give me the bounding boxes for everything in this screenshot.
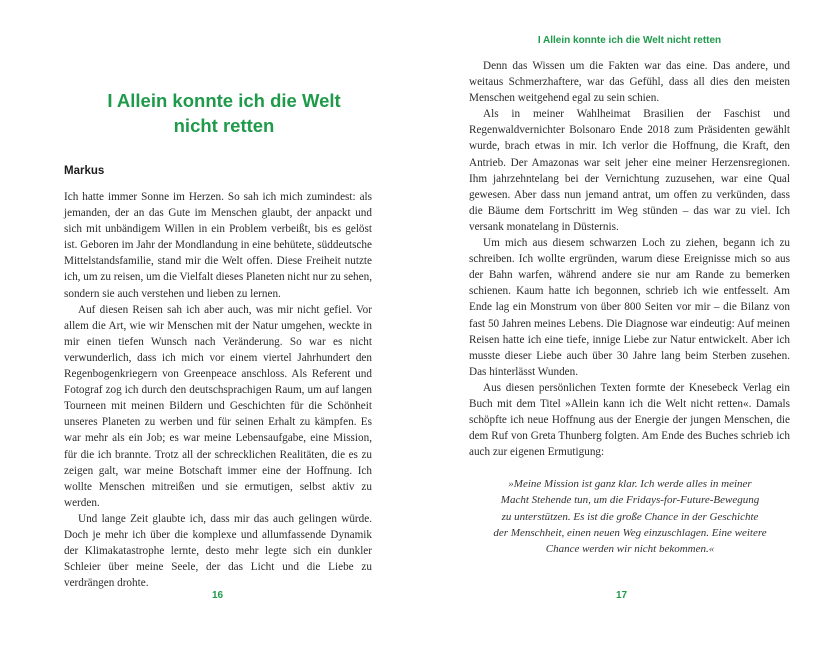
paragraph: Aus diesen persönlichen Texten formte der Knesebeck Verlag ein Buch mit dem Titel »Allein kann ich die Welt nicht retten«. Damals schöpfte ich neue Hoffnung aus der Energie der jungen Menschen, die dem Ruf von Greta Thunberg folgten. Am Ende des Buches schrieb ich auch zur eigenen Ermutigung: bbox=[469, 381, 790, 459]
quote-line: Macht Stehende tun, um die Fridays-for-Future-Bewegung bbox=[500, 494, 760, 507]
left-body-text bbox=[64, 189, 372, 591]
right-page bbox=[420, 0, 839, 648]
quote-line: der Menschheit, einen neuen Weg einzuschlagen. Eine weitere bbox=[493, 526, 767, 539]
chapter-title bbox=[64, 88, 384, 138]
right-body-text bbox=[469, 58, 790, 460]
paragraph: Und lange Zeit glaubte ich, dass mir das auch gelingen würde. Doch je mehr ich über die komplexe und allumfassende Dynamik der Klimakatastrophe lernte, desto mehr legte sich ein dunkler Schleier über meine Seele, der das Licht und die Liebe zu verdrängen drohte. bbox=[64, 512, 372, 590]
quote-line: zu unterstützen. Es ist die große Chance in der Geschichte bbox=[501, 510, 759, 523]
paragraph: Als in meiner Wahlheimat Brasilien der Faschist und Regenwaldvernichter Bolsonaro Ende 2018 zum Präsidenten gewählt wurde, brach etwas in mir. Ich verlor die Hoffnung, die Kraft, den Antrieb. Der Amazonas war seit jeher eine meiner Herzensregionen. Ihm jahrzehntelang bei der Vernichtung zuzusehen, war eine Qual gewesen. Aber dass nun jemand antrat, um offen zu verkünden, dass die Bäume dem Fortschritt im Weg stünden – das war zu viel. Ich versank monatelang in Düsternis. bbox=[469, 108, 790, 233]
chapter-title-line-1: I Allein konnte ich die Welt bbox=[107, 90, 341, 111]
left-page bbox=[0, 0, 419, 648]
paragraph: Denn das Wissen um die Fakten war das eine. Das andere, und weitaus Schmerzhaftere, war das Gefühl, dass all dies den meisten Menschen weitgehend egal zu sein schien. bbox=[469, 60, 790, 105]
quote-line: Chance werden wir nicht bekommen.« bbox=[545, 543, 715, 556]
quote-line: »Meine Mission ist ganz klar. Ich werde alles in meiner bbox=[508, 478, 752, 490]
paragraph: Um mich aus diesem schwarzen Loch zu ziehen, begann ich zu schreiben. Ich wollte ergründen, warum diese Ereignisse mich so aus der Bahn warfen, während andere sie nur am Rande zu bemerken schienen. Kaum hatte ich begonnen, schrieb ich wie entfesselt. Am Ende lag ein Monstrum von über 800 Seiten vor mir – die Bilanz von fast 50 Jahren meines Lebens. Die Diagnose war eindeutig: Auf meinen Reisen hatte ich eine tiefe, innige Liebe zur Natur entwickelt. Aber ich musste dieser Liebe auch über 30 Jahre lang beim Sterben zusehen. Das hinterlässt Wunden. bbox=[469, 237, 790, 378]
section-heading: Markus bbox=[64, 165, 105, 177]
paragraph: Ich hatte immer Sonne im Herzen. So sah ich mich zumindest: als jemanden, der an das Gute im Menschen glaubt, der anpackt und sich mit unbändigem Willen in ein Problem verbeißt, bis es gelöst ist. Geboren im Jahr der Mondlandung in eine behütete, süddeutsche Mittelstandsfamilie, stand mir die Welt offen. Diese Freiheit nutzte ich, um zu reisen, um die Vielfalt dieses Planeten nicht nur zu sehen, sondern sie auch verstehen und lieben zu lernen. bbox=[64, 191, 372, 300]
block-quote bbox=[482, 476, 778, 557]
paragraph: Auf diesen Reisen sah ich aber auch, was mir nicht gefiel. Vor allem die Art, wie wir Menschen mit der Natur umgehen, weckte in mir einen tiefen Wunsch nach Veränderung. So war es nicht verwunderlich, dass ich mich vor einem viertel Jahrhundert den Regenbogenkriegern von Greenpeace anschloss. Als Referent und Fotograf zog ich durch den deutschsprachigen Raum, um auf langen Tourneen mit meinen Bildern und Geschichten für die Schönheit unseres Planeten zu werben und für seinen Erhalt zu kämpfen. Es war mehr als ein Job; es war meine Lebensaufgabe, eine Mission, für die ich brannte. Trotz all der schrecklichen Realitäten, die es zu zeigen galt, war meine Botschaft immer eine der Hoffnung. Ich wollte Menschen mitreißen und sie ermutigen, selbst aktiv zu werden. bbox=[64, 303, 372, 509]
chapter-title-line-2: nicht retten bbox=[173, 115, 275, 136]
running-head: I Allein konnte ich die Welt nicht retten bbox=[537, 35, 722, 46]
page-number-left: 16 bbox=[212, 590, 224, 601]
page-number-right: 17 bbox=[616, 590, 628, 601]
